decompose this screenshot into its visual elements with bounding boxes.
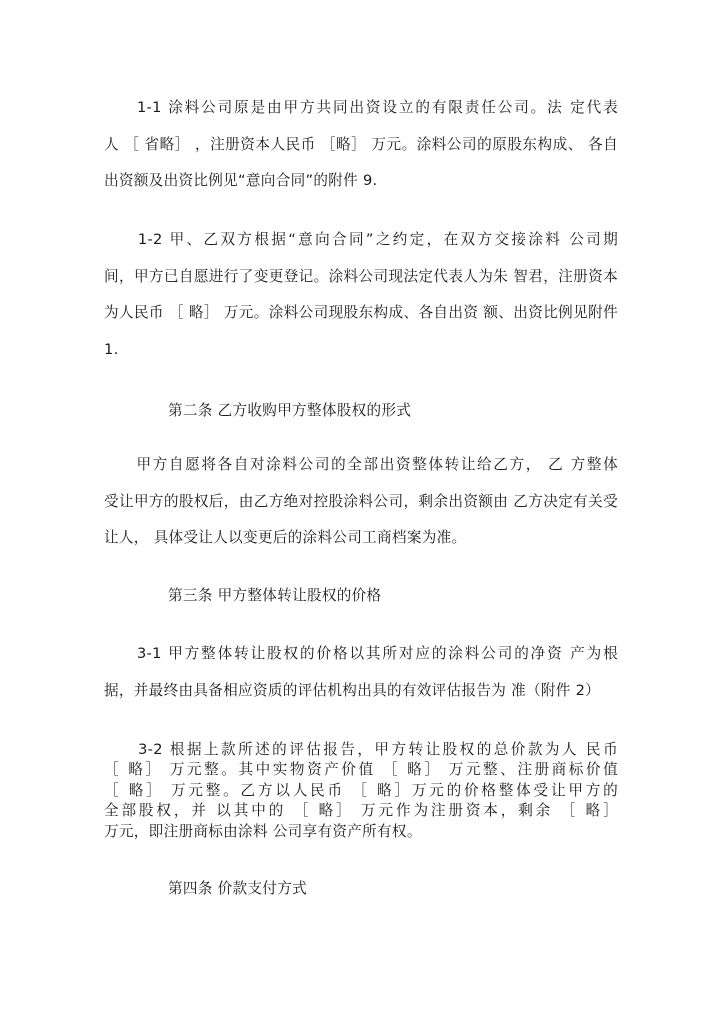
paragraph-line: 全部股权，并 以其中的 ［ 略］ 万元作为注册资本，剩余 ［ 略］ bbox=[104, 802, 618, 820]
paragraph-line: 为人民币 ［ 略］ 万元。涂料公司现股东构成、各自出资 额、出资比例见附件 bbox=[104, 304, 618, 321]
paragraph-1-2 bbox=[104, 222, 618, 368]
paragraph-line: 1-2 甲、乙双方根据“意向合同”之约定，在双方交接涂料 公司期 bbox=[104, 231, 618, 248]
paragraph-line: 受让甲方的股权后，由乙方绝对控股涂料公司，剩余出资额由 乙方决定有关受 bbox=[104, 492, 618, 510]
paragraph-line: 万元，即注册商标由涂料 公司享有资产所有权。 bbox=[104, 822, 422, 840]
paragraph-3-1 bbox=[104, 636, 618, 709]
paragraph-line: ［ 略］ 万元整。乙方以人民币 ［ 略］万元的价格整体受让甲方的 bbox=[104, 781, 618, 799]
paragraph-line: 出资额及出资比例见“意向合同”的附件 9. bbox=[104, 172, 378, 189]
paragraph-line: 人 ［ 省略］ ，注册资本人民币 ［略］ 万元。涂料公司的原股东构成、 各自 bbox=[104, 135, 618, 153]
paragraph-line: 3-1 甲方整体转让股权的价格以其所对应的涂料公司的净资 产为根 bbox=[104, 645, 618, 662]
paragraph-1-1 bbox=[104, 90, 618, 200]
paragraph-line: 3-2 根据上款所述的评估报告，甲方转让股权的总价款为人 民币 bbox=[104, 741, 618, 758]
paragraph-line: 据，并最终由具备相应资质的评估机构出具的有效评估报告为 准（附件 2） bbox=[104, 681, 601, 699]
article-2-heading: 第二条 乙方收购甲方整体股权的形式 bbox=[168, 402, 412, 419]
paragraph-line: 间，甲方已自愿进行了变更登记。涂料公司现法定代表人为朱 智君，注册资本 bbox=[104, 267, 618, 285]
article-4-heading: 第四条 价款支付方式 bbox=[168, 880, 307, 897]
paragraph-line: 1. bbox=[104, 340, 119, 358]
paragraph-line: 1-1 涂料公司原是由甲方共同出资设立的有限责任公司。法 定代表 bbox=[104, 99, 618, 116]
paragraph-article-2 bbox=[104, 447, 618, 557]
paragraph-line: 让人， 具体受让人以变更后的涂料公司工商档案为准。 bbox=[104, 529, 467, 546]
paragraph-3-2 bbox=[104, 740, 618, 842]
article-3-heading: 第三条 甲方整体转让股权的价格 bbox=[168, 587, 382, 604]
paragraph-line: 甲方自愿将各自对涂料公司的全部出资整体转让给乙方， 乙 方整体 bbox=[104, 456, 618, 473]
paragraph-line: ［ 略］ 万元整。其中实物资产价值 ［ 略］ 万元整、注册商标价值 bbox=[104, 761, 618, 779]
